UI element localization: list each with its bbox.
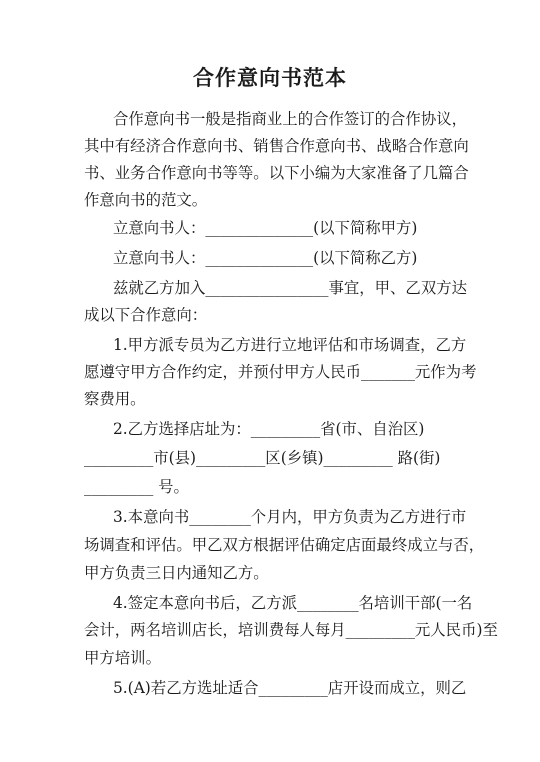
document-title: 合作意向书范本 (193, 65, 347, 90)
paragraph-line: 书、业务合作意向书等等。以下小编为大家准备了几篇合 (84, 164, 469, 182)
clause-1-line: 愿遵守甲方合作约定，并预付甲方人民币_______元作为考 (84, 363, 477, 381)
party-b-line: 立意向书人：______________(以下简称乙方) (113, 249, 418, 267)
clause-4-line: 4.签定本意向书后，乙方派________名培训干部(一名 (113, 594, 473, 612)
paragraph-line: 其中有经济合作意向书、销售合作意向书、战略合作意向 (84, 137, 469, 155)
paragraph-line: 作意向书的范文。 (84, 191, 208, 209)
clause-4-line: 会计，两名培训店长，培训费每人每月_________元人民币)至 (84, 621, 498, 639)
clause-1-line: 察费用。 (84, 390, 146, 408)
clause-3-line: 场调查和评估。甲乙双方根据评估确定店面最终成立与否， (84, 536, 485, 554)
clause-5-line: 5.(A)若乙方选址适合_________店开设而成立，则乙 (113, 679, 467, 697)
clause-2-line: 2.乙方选择店址为：_________省(市、自治区) (113, 420, 425, 438)
clause-1-line: 1.甲方派专员为乙方进行立地评估和市场调查，乙方 (113, 336, 467, 354)
clause-3-line: 3.本意向书________个月内，甲方负责为乙方进行市 (113, 508, 467, 526)
clause-2-line: _________ 号。 (84, 478, 189, 496)
paragraph-line: 成以下合作意向： (84, 306, 208, 324)
paragraph-line: 兹就乙方加入________________事宜，甲、乙双方达 (113, 279, 467, 297)
clause-4-line: 甲方培训。 (84, 649, 161, 667)
paragraph-line: 合作意向书一般是指商业上的合作签订的合作协议， (113, 110, 467, 128)
clause-2-line: _________市(县)_________区(乡镇)_________ 路(街) (84, 449, 441, 467)
party-a-line: 立意向书人：______________(以下简称甲方) (113, 219, 418, 237)
clause-3-line: 甲方负责三日内通知乙方。 (84, 564, 269, 582)
